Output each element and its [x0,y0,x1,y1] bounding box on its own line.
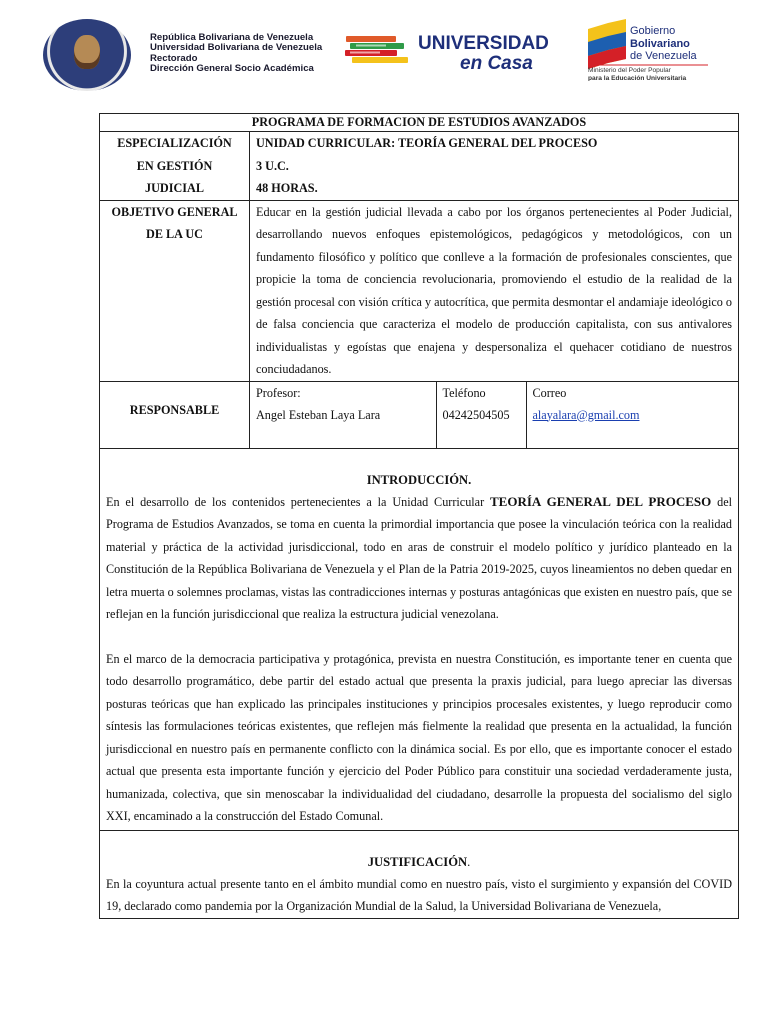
objective-text: Educar en la gestión judicial llevada a cabo por los órganos pertenecientes al Poder Judicial, desarrollando nuevos enfoques epistemológicos, pedagógicos y metodológicos, con un fundamento filosófico y político que conlleve a la formación de profesionales conscientes, que propicie la toma de conciencia revolucionaria, promoviendo el estudio de la realidad de la gestión procesal con visión crítica y autocrítica, que permita desmontar el andamiaje ideológico o de falsa conciencia que caracteriza el modelo de producción capitalista, con sus antivalores individualistas y egoístas que enajena y despersonaliza el quehacer cotidiano de nuestros conciudadanos. [250,200,739,381]
gob-line1: Gobierno [630,25,676,37]
professor-name: Angel Esteban Laya Lara [256,407,381,422]
intro-p1-end: del Programa de Estudios Avanzados, se toma en cuenta la primordial importancia que posee la vinculación teórica con la realidad material y práctica de la actividad jurisdiccional, todo en aras de construir el modelo político y jurídico planteado en la Constitución de la República Bolivariana de Venezuela y el Plan de la Patria 2019-2025, cuyos lineamientos no deben quedar en letra muerta o solemnes proclamas, vistas las contradicciones internas y posturas antagónicas que existen en nuestro país, que se reflejan en la función jurisdiccional que realiza la estructura judicial venezolana. [106,494,732,621]
bolivar-portrait [74,35,100,69]
objective-label-line: OBJETIVO GENERAL [111,204,238,219]
email-link[interactable]: alayalara@gmail.com [532,407,640,422]
intro-p1-start: En el desarrollo de los contenidos pertenecientes a la Unidad Curricular [106,494,491,509]
letterhead [0,0,768,100]
introduction-title: INTRODUCCIÓN. [366,472,472,487]
spec-line: ESPECIALIZACIÓN [117,136,232,150]
uec-line1: UNIVERSIDAD [418,33,549,54]
program-title: PROGRAMA DE FORMACION DE ESTUDIOS AVANZADOS [100,114,739,132]
phone-value: 04242504505 [436,404,526,448]
institution-lines [150,33,322,75]
institution-line: Dirección General Socio Académica [150,63,314,75]
introduction-paragraph-1 [106,491,732,626]
intro-p1-unit-name: TEORÍA GENERAL DEL PROCESO [490,493,712,509]
university-seal-logo [43,19,131,91]
justification-title: JUSTIFICACIÓN [367,854,468,869]
objective-label-line: DE LA UC [146,227,203,241]
justification-title-dot: . [467,854,471,869]
justification-section [100,830,739,918]
specialization-label [100,132,250,201]
gobierno-bolivariano-logo [586,19,716,81]
gob-sub1: Ministerio del Poder Popular [588,67,671,74]
spec-line: EN GESTIÓN [136,158,213,173]
phone-label: Teléfono [436,382,526,404]
universidad-en-casa-logo [418,30,563,72]
responsible-cell [250,381,739,448]
institution-line: Rectorado [150,52,198,64]
objective-label [100,200,250,381]
books-icon [344,33,414,65]
uec-line2: en Casa [460,53,533,72]
contact-table [250,382,738,448]
institution-line: Universidad Bolivariana de Venezuela [150,42,323,54]
professor-label: Profesor: [256,385,301,400]
gob-line3: de Venezuela [630,50,697,62]
program-table [99,113,739,919]
unit-hours: 48 HORAS. [256,181,318,195]
spec-line: JUDICIAL [145,181,204,195]
institution-line: República Bolivariana de Venezuela [150,32,314,43]
justification-paragraph-1: En la coyuntura actual presente tanto en el ámbito mundial como en nuestro país, visto el surgimiento y expansión del COVID 19, declarado como pandemia por la Organización Mundial de la Salud, la Universidad Bolivariana de Venezuela, [106,876,732,913]
curricular-unit [250,132,739,201]
unit-credits: 3 U.C. [256,158,289,173]
gob-sub2: para la Educación Universitaria [588,75,687,81]
responsible-label: RESPONSABLE [100,381,250,448]
gob-line2: Bolivariano [630,38,690,50]
email-label: Correo [526,382,738,404]
introduction-paragraph-2: En el marco de la democracia participativa y protagónica, prevista en nuestra Constitución, es importante tener en cuenta que todo desarrollo programático, debe partir del estado actual que presenta la praxis judicial, para luego apreciar las diversas posturas teóricas que han explicado las principales instituciones y principios procesales existentes, y luego reproducir como síntesis las formulaciones teóricas existentes, que reflejen más fielmente la realidad que presenta en la actualidad, la función jurisdiccional en nuestro país en permanente conflicto con la dinámica social. Es por ello, que es importante conocer el estado actual que presenta esta importante función y ejercicio del Poder Público para constituir una sociedad verdaderamente justa, humanizada, colectiva, que sin menoscabar la individualidad del ciudadano, desarrolle la propuesta del socialismo del siglo XXI, encaminado a la construcción del Estado Comunal. [106,651,732,823]
introduction-section [100,448,739,830]
unit-line: UNIDAD CURRICULAR: TEORÍA GENERAL DEL PROCESO [256,136,598,150]
justification-title-wrap [106,851,732,873]
